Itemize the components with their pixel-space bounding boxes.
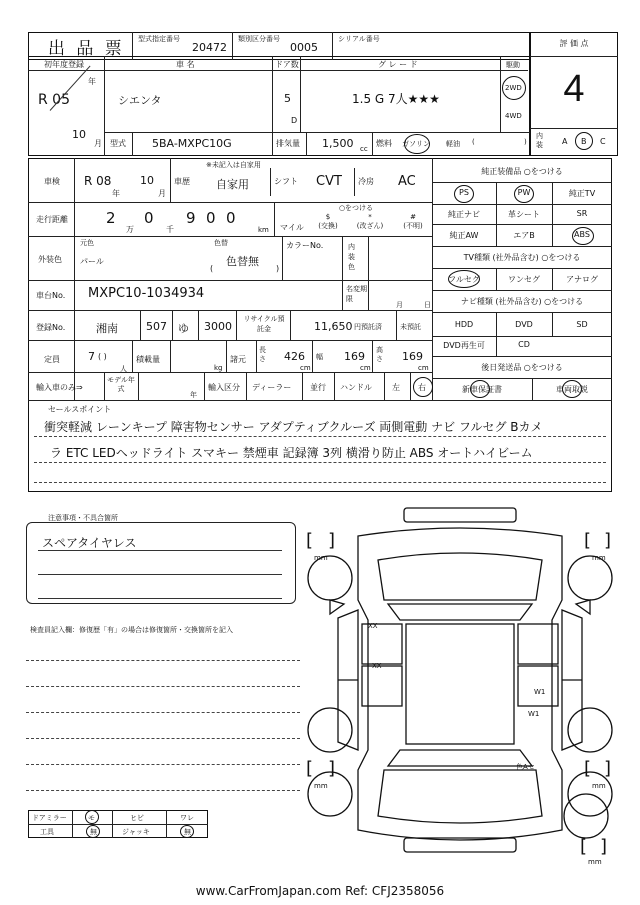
- inspection-year: 年: [112, 189, 120, 198]
- mm-2: mm: [592, 554, 606, 562]
- first-reg-month: 10: [72, 128, 86, 141]
- std-item-tv: 純正TV: [568, 189, 596, 198]
- fuel-paren-l: (: [472, 138, 475, 146]
- history-value: 自家用: [216, 178, 249, 191]
- inspection-month: 10: [140, 174, 154, 187]
- mark-xx-1: XX: [368, 622, 378, 630]
- plate-kana: ゆ: [178, 322, 189, 335]
- int-color-label: 内装色: [348, 243, 355, 271]
- capacity-paren: ( ): [98, 352, 107, 361]
- year-label: 年: [88, 77, 96, 86]
- dealer: ディーラー: [252, 383, 292, 392]
- mirror-value: モ: [88, 814, 95, 822]
- std-item-ps: PS: [459, 188, 469, 197]
- type-label: 型式: [110, 139, 126, 148]
- warranty-month: 月: [396, 301, 403, 309]
- repaint-value: 色替無: [226, 255, 259, 268]
- model-year-label: モデル年式: [107, 376, 135, 393]
- orig-color-value: パール: [80, 257, 104, 266]
- sales-line-2: ラ ETC LEDヘッドライト スマキー 禁煙車 記録簿 3列 横滑り防止 ABS オートハイビーム: [50, 446, 533, 460]
- fuel-value: ガソリン: [402, 140, 430, 148]
- fuel-alt: 軽油: [446, 140, 460, 148]
- tv-item-analog: アナログ: [566, 275, 598, 284]
- height-value: 169: [402, 350, 423, 363]
- disp-label: 排気量: [276, 139, 300, 148]
- drive-2wd: 2WD: [505, 84, 522, 92]
- mm-3: mm: [314, 782, 328, 790]
- std-title: 純正装備品 ○をつける: [481, 167, 563, 176]
- interior-opt-b: B: [581, 137, 587, 146]
- recycle-value: 11,650: [314, 320, 353, 333]
- doors-label: ドア数: [275, 60, 299, 69]
- dvd-item-cd: CD: [518, 340, 530, 349]
- load-unit: kg: [214, 364, 223, 372]
- fuel-circle: [404, 134, 430, 154]
- first-reg-era: R 05: [38, 92, 70, 108]
- color-label: 外装色: [38, 255, 62, 264]
- height-cm: cm: [418, 364, 429, 372]
- disp-unit: cc: [360, 145, 368, 153]
- drive-4wd: 4WD: [505, 112, 522, 120]
- grade-label: グ レ ー ド: [378, 60, 418, 69]
- interior-selected-circle: [575, 132, 593, 150]
- chassis-label: 車台No.: [36, 291, 66, 300]
- inspection-era: R 08: [84, 174, 112, 188]
- name-value: シエンタ: [118, 94, 162, 107]
- notes-line-1: スペアタイヤレス: [42, 536, 137, 550]
- notes-label: 注意事項・不具合箇所: [48, 514, 118, 522]
- warranty-day: 日: [424, 301, 431, 309]
- std-item-pw: PW: [517, 188, 531, 197]
- mirror-label: ドアミラー: [32, 814, 67, 822]
- mileage-man: 万: [126, 225, 134, 234]
- left: 左: [392, 383, 400, 392]
- sales-line-1: 衝突軽減 レーンキープ 障害物センサー アダプティブクルーズ 両側電動 ナビ フルセグ Bカメ: [44, 420, 543, 434]
- class-value: 0005: [290, 41, 318, 54]
- model-year-unit: 年: [190, 391, 197, 399]
- doc-item-manual: 車両取説: [556, 385, 588, 394]
- mark-w1-1: W1: [534, 688, 546, 696]
- mileage-label: 走行距離: [36, 215, 68, 224]
- plate-area: 湘南: [96, 322, 118, 335]
- inspector-label: 検査員記入欄：修復歴「有」の場合は修復箇所・交換箇所を記入: [30, 626, 233, 634]
- capacity-label: 定員: [44, 355, 60, 364]
- navi-item-sd: SD: [576, 320, 588, 329]
- import-label: 輸入車のみ⇒: [36, 383, 83, 392]
- std-item-navi: 純正ナビ: [448, 210, 480, 219]
- shift-value: CVT: [316, 174, 342, 189]
- sales-label: セールスポイント: [48, 405, 112, 414]
- std-item-aw: 純正AW: [449, 231, 479, 240]
- width-value: 169: [344, 350, 365, 363]
- interior-opt-a: A: [562, 137, 568, 146]
- doors-value: 5: [284, 92, 291, 105]
- capacity-value: 7: [88, 350, 95, 363]
- navi-item-hdd: HDD: [454, 320, 474, 329]
- grade-title: 評 価 点: [559, 39, 589, 48]
- width-label: 幅: [316, 353, 323, 361]
- recycle-unpaid: 未預託: [400, 323, 421, 331]
- mileage-unit: km: [258, 226, 269, 234]
- jack-value: 無: [184, 828, 191, 836]
- orig-color-label: 元色: [80, 239, 94, 247]
- jack-label: ジャッキ: [122, 828, 150, 836]
- class-label: 類別区分番号: [238, 35, 280, 43]
- repaint-label: 色替: [214, 239, 228, 247]
- mark-w1-2: W1: [528, 710, 540, 718]
- sheet-title: 出 品 票: [48, 39, 125, 59]
- height-label: 高さ: [376, 346, 383, 363]
- hibi-label: ヒビ: [130, 814, 144, 822]
- mileage-digit-0: 2: [106, 209, 116, 227]
- right: 右: [418, 383, 426, 392]
- doors-sub: D: [291, 116, 298, 125]
- std-item-abs: ABS: [574, 230, 590, 239]
- disp-value: 1,500: [322, 137, 354, 150]
- tool-label: 工具: [40, 828, 54, 836]
- mileage-digit-4: 0: [226, 209, 236, 227]
- inspection-label: 車検: [44, 177, 60, 186]
- plate-class: 507: [146, 320, 167, 333]
- mark-paint: 色Aセ: [516, 763, 535, 771]
- tv-item-one: ワンセグ: [508, 275, 540, 284]
- recycle-label: リサイクル預託金: [243, 315, 285, 333]
- len-cm: cm: [300, 364, 311, 372]
- tv-item-full: フルセグ: [448, 275, 480, 284]
- spec-label: 諸元: [230, 355, 246, 364]
- fuel-label: 燃料: [376, 139, 392, 148]
- width-cm: cm: [360, 364, 371, 372]
- capacity-unit: 人: [120, 365, 127, 373]
- tool-value: 無: [90, 828, 97, 836]
- std-item-sr: SR: [576, 209, 588, 218]
- model-cert-value: 20472: [192, 41, 227, 54]
- load-label: 積載量: [136, 355, 160, 364]
- mark-xx-2: XX: [372, 662, 382, 670]
- footer-ref: www.CarFromJapan.com Ref: CFJ2358056: [195, 884, 445, 898]
- serial-label: シリアル番号: [338, 35, 380, 43]
- mileage-type-tamper: * (改ざん): [356, 213, 384, 230]
- warranty-label: 名変期限: [346, 285, 367, 303]
- navi-item-dvd: DVD: [515, 320, 533, 329]
- doc-title: 後日発送品 ○をつける: [481, 363, 563, 372]
- shift-label: シフト: [274, 177, 298, 186]
- color-no-label: カラーNo.: [286, 241, 324, 250]
- tv-title: TV種類 (社外品含む) ○をつける: [463, 253, 581, 262]
- plate-label: 登録No.: [36, 323, 66, 332]
- drive-2wd-circle: [502, 76, 526, 100]
- recycle-unit: 円預託済: [354, 323, 382, 331]
- std-item-airbag: エアB: [513, 231, 535, 240]
- ac-label: 冷房: [358, 177, 374, 186]
- mm-5: mm: [588, 858, 602, 866]
- doc-item-warranty: 新車保証書: [462, 385, 502, 394]
- mileage-type-swap: $ (交換): [318, 213, 338, 230]
- len-label: 長さ: [259, 346, 266, 363]
- right-circle: [413, 377, 433, 397]
- plate-num: 3000: [204, 320, 232, 333]
- car-diagram: XX XX W1 W1 色Aセ [ ] mm [ ] mm [ ] mm [ ] mm [ ] mm: [300, 500, 620, 880]
- mileage-sen: 千: [166, 225, 174, 234]
- dvd-item-play: DVD再生可: [443, 341, 485, 350]
- ac-value: AC: [398, 174, 416, 189]
- model-cert-label: 型式指定番号: [138, 35, 180, 43]
- mileage-type-mile: マイル: [280, 223, 304, 232]
- parallel: 並行: [310, 383, 326, 392]
- grade-value: 1.5 G 7人★★★: [352, 92, 440, 106]
- mileage-type-unknown: # (不明): [403, 213, 423, 230]
- chassis-value: MXPC10-1034934: [88, 286, 205, 301]
- history-label: 車歴: [174, 177, 190, 186]
- inspection-month-label: 月: [158, 189, 166, 198]
- mileage-digit-2: 9: [186, 209, 196, 227]
- mileage-digit-1: 0: [144, 209, 154, 227]
- ware-label: ワレ: [180, 814, 194, 822]
- mileage-type-note: ○をつける: [338, 204, 374, 212]
- handle-label: ハンドル: [340, 383, 372, 392]
- len-value: 426: [284, 350, 305, 363]
- month-label: 月: [94, 139, 102, 148]
- std-item-leather: 革シート: [508, 210, 540, 219]
- interior-opt-c: C: [600, 137, 606, 146]
- mm-4: mm: [592, 782, 606, 790]
- history-note: ※未記入は自家用: [206, 161, 261, 169]
- fuel-paren-r: ): [524, 138, 527, 146]
- mileage-digit-3: 0: [206, 209, 216, 227]
- grade-score: 4: [563, 68, 585, 110]
- navi-title: ナビ種類 (社外品含む) ○をつける: [460, 297, 584, 306]
- mm-1: mm: [314, 554, 328, 562]
- name-label: 車 名: [176, 60, 195, 69]
- interior-label: 内装: [536, 132, 543, 149]
- import-type-label: 輸入区分: [208, 383, 240, 392]
- first-reg-label: 初年度登録: [44, 60, 84, 69]
- drive-label: 駆動: [506, 61, 520, 69]
- type-value: 5BA-MXPC10G: [152, 137, 232, 150]
